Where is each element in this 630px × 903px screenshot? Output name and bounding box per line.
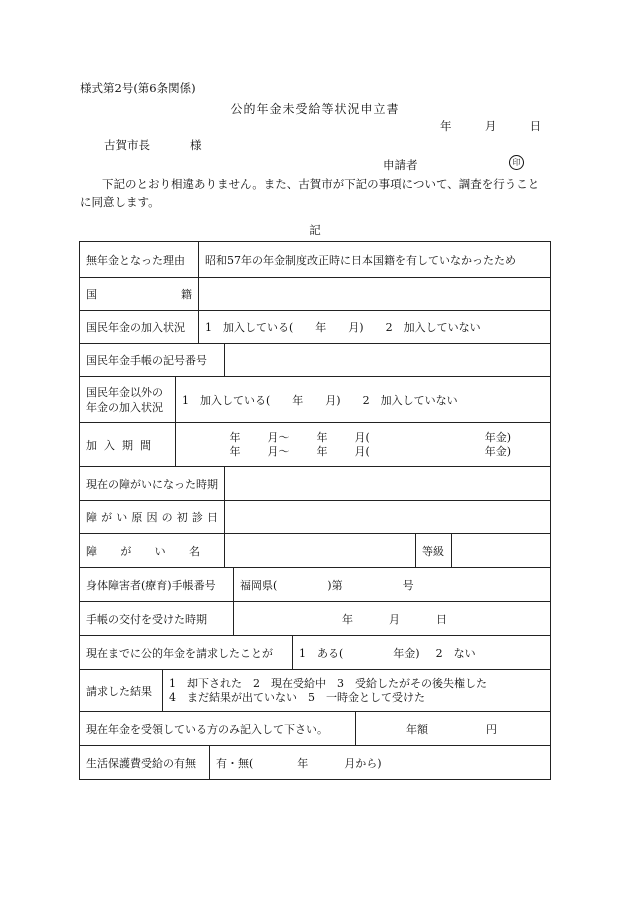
row-reason: [80, 242, 550, 277]
handbook-date-field[interactable]: [234, 602, 550, 635]
enrollment-period-label: [80, 423, 176, 466]
row-receiving: [80, 711, 550, 745]
row-enrollment-period: [80, 422, 550, 466]
kokumin-year: 年: [315, 321, 327, 334]
row-welfare: [80, 745, 550, 779]
other-pension-year: 年: [292, 393, 304, 407]
addressee-name: 古賀市長: [104, 138, 150, 152]
row-disability-name: [80, 533, 550, 567]
claimed-label: 現在までに公的年金を請求したことが: [80, 636, 293, 669]
period-line-1: [182, 431, 544, 445]
welfare-has-none: 有・無(: [216, 756, 254, 770]
period-y2: 年: [316, 430, 328, 444]
addressee: [104, 137, 202, 153]
nationality-field[interactable]: [199, 278, 550, 310]
nationality-label: [80, 278, 199, 310]
first-visit-char: 因: [146, 511, 158, 524]
application-table: [79, 241, 551, 780]
date-line: [440, 118, 541, 134]
welfare-month: 月から): [344, 756, 382, 770]
period-label-char: 間: [140, 438, 151, 452]
reason-value: 昭和57年の年金制度改正時に日本国籍を有していなかったため: [205, 253, 516, 267]
kokumin-opt2: 2 加入していない: [385, 321, 481, 334]
welfare-label: 生活保護費受給の有無: [80, 746, 210, 779]
row-disability-time: [80, 466, 550, 500]
period-m1: 月〜: [267, 430, 290, 444]
nationality-label-char: 籍: [181, 288, 192, 301]
row-other-pension: [80, 376, 550, 422]
nationality-label-char: 国: [86, 288, 97, 301]
row-handbook-date: [80, 601, 550, 635]
seal-mark-icon: 印: [509, 155, 524, 170]
techo-number-field[interactable]: [225, 344, 550, 376]
period-m1: 月〜: [267, 444, 290, 458]
period-label-char: 期: [122, 438, 133, 452]
row-nationality: [80, 277, 550, 310]
period-end: 年金): [484, 430, 512, 444]
first-visit-char: 原: [131, 511, 143, 524]
row-kokumin-status: [80, 310, 550, 343]
first-visit-char: い: [116, 511, 128, 524]
techo-number-label: 国民年金手帳の記号番号: [80, 344, 225, 376]
first-visit-label: [80, 501, 225, 533]
date-month: 月: [484, 119, 497, 133]
first-visit-char: 診: [191, 511, 203, 524]
receiving-label: 現在年金を受領している方のみ記入して下さい。: [80, 712, 356, 745]
welfare-field[interactable]: [210, 746, 550, 779]
disability-name-char: が: [120, 544, 132, 558]
consent-text: 下記のとおり相違ありません。また、古賀市が下記の事項について、調査を行うことに同意します。: [80, 177, 540, 209]
annual-amount-label: 年額: [406, 722, 428, 736]
other-pension-month: 月): [325, 393, 341, 407]
claimed-opt2: 2 ない: [435, 646, 476, 660]
disability-name-char: い: [154, 544, 166, 558]
period-y2: 年: [316, 444, 328, 458]
first-visit-char: 日: [207, 511, 218, 524]
disability-name-label: [80, 534, 225, 567]
handbook-date-label: 手帳の交付を受けた時期: [80, 602, 234, 635]
addressee-honorific: 様: [190, 138, 202, 152]
date-year: 年: [440, 119, 452, 133]
claim-result-label: 請求した結果: [80, 670, 163, 711]
period-label-char: 加: [86, 438, 97, 452]
period-m2: 月(: [354, 444, 370, 458]
other-pension-opt2: 2 加入していない: [362, 393, 458, 407]
kokumin-label: 国民年金の加入状況: [80, 311, 199, 343]
claimed-options[interactable]: [293, 636, 550, 669]
kokumin-month: 月): [348, 321, 364, 334]
handbook-go: 号: [402, 578, 414, 592]
handbook-date-month: 月: [389, 612, 400, 626]
other-pension-label: 国民年金以外の年金の加入状況: [80, 377, 176, 422]
first-visit-field[interactable]: [225, 501, 550, 533]
first-visit-char: 初: [176, 511, 188, 524]
period-y1: 年: [229, 444, 241, 458]
handbook-dai: )第: [327, 578, 343, 592]
yen-unit: 円: [486, 722, 497, 736]
claim-result-line1: 1 却下された 2 現在受給中 3 受給したがその後失権した: [169, 676, 487, 690]
kokumin-options[interactable]: [199, 311, 550, 343]
document-title: 公的年金未受給等状況申立書: [230, 102, 400, 116]
handbook-date-year: 年: [342, 612, 353, 626]
other-pension-options[interactable]: [176, 377, 550, 422]
disability-name-char: 障: [86, 544, 97, 558]
period-label-char: 入: [104, 438, 115, 452]
row-techo-number: [80, 343, 550, 376]
disability-time-label: 現在の障がいになった時期: [80, 467, 225, 500]
period-line-2: [182, 445, 544, 459]
claimed-opt1: 1 ある(: [299, 646, 344, 660]
first-visit-char: 障: [86, 511, 97, 524]
row-claim-result: [80, 669, 550, 711]
handbook-date-day: 日: [436, 612, 447, 626]
grade-field[interactable]: [452, 534, 550, 567]
disability-time-field[interactable]: [225, 467, 550, 500]
row-first-visit: [80, 500, 550, 533]
period-m2: 月(: [354, 430, 370, 444]
date-day: 日: [529, 119, 542, 133]
handbook-number-field[interactable]: [234, 568, 550, 601]
row-claimed: [80, 635, 550, 669]
disability-name-field[interactable]: [225, 534, 416, 567]
first-visit-char: が: [101, 511, 113, 524]
handbook-pref: 福岡県(: [240, 578, 278, 592]
reason-label: 無年金となった理由: [80, 242, 199, 277]
applicant-label: 申請者: [383, 158, 418, 172]
annual-amount-field[interactable]: [356, 712, 550, 745]
claim-result-line2: 4 まだ結果が出ていない 5 一時金として受けた: [169, 690, 425, 704]
claim-result-options[interactable]: [163, 670, 550, 711]
row-handbook-number: [80, 567, 550, 601]
period-end: 年金): [484, 444, 512, 458]
period-y1: 年: [229, 430, 241, 444]
form-number: 様式第2号(第6条関係): [80, 81, 196, 95]
handbook-number-label: 身体障害者(療育)手帳番号: [80, 568, 234, 601]
claimed-opt1-end: 年金): [393, 646, 420, 660]
welfare-year: 年: [297, 756, 309, 770]
first-visit-char: の: [161, 511, 173, 524]
enrollment-period-fields[interactable]: [176, 423, 550, 466]
ki-heading: 記: [309, 223, 321, 237]
grade-label: 等級: [416, 534, 452, 567]
disability-name-char: 名: [188, 544, 200, 558]
other-pension-opt1: 1 加入している(: [182, 393, 271, 407]
kokumin-opt1: 1 加入している(: [205, 321, 294, 334]
